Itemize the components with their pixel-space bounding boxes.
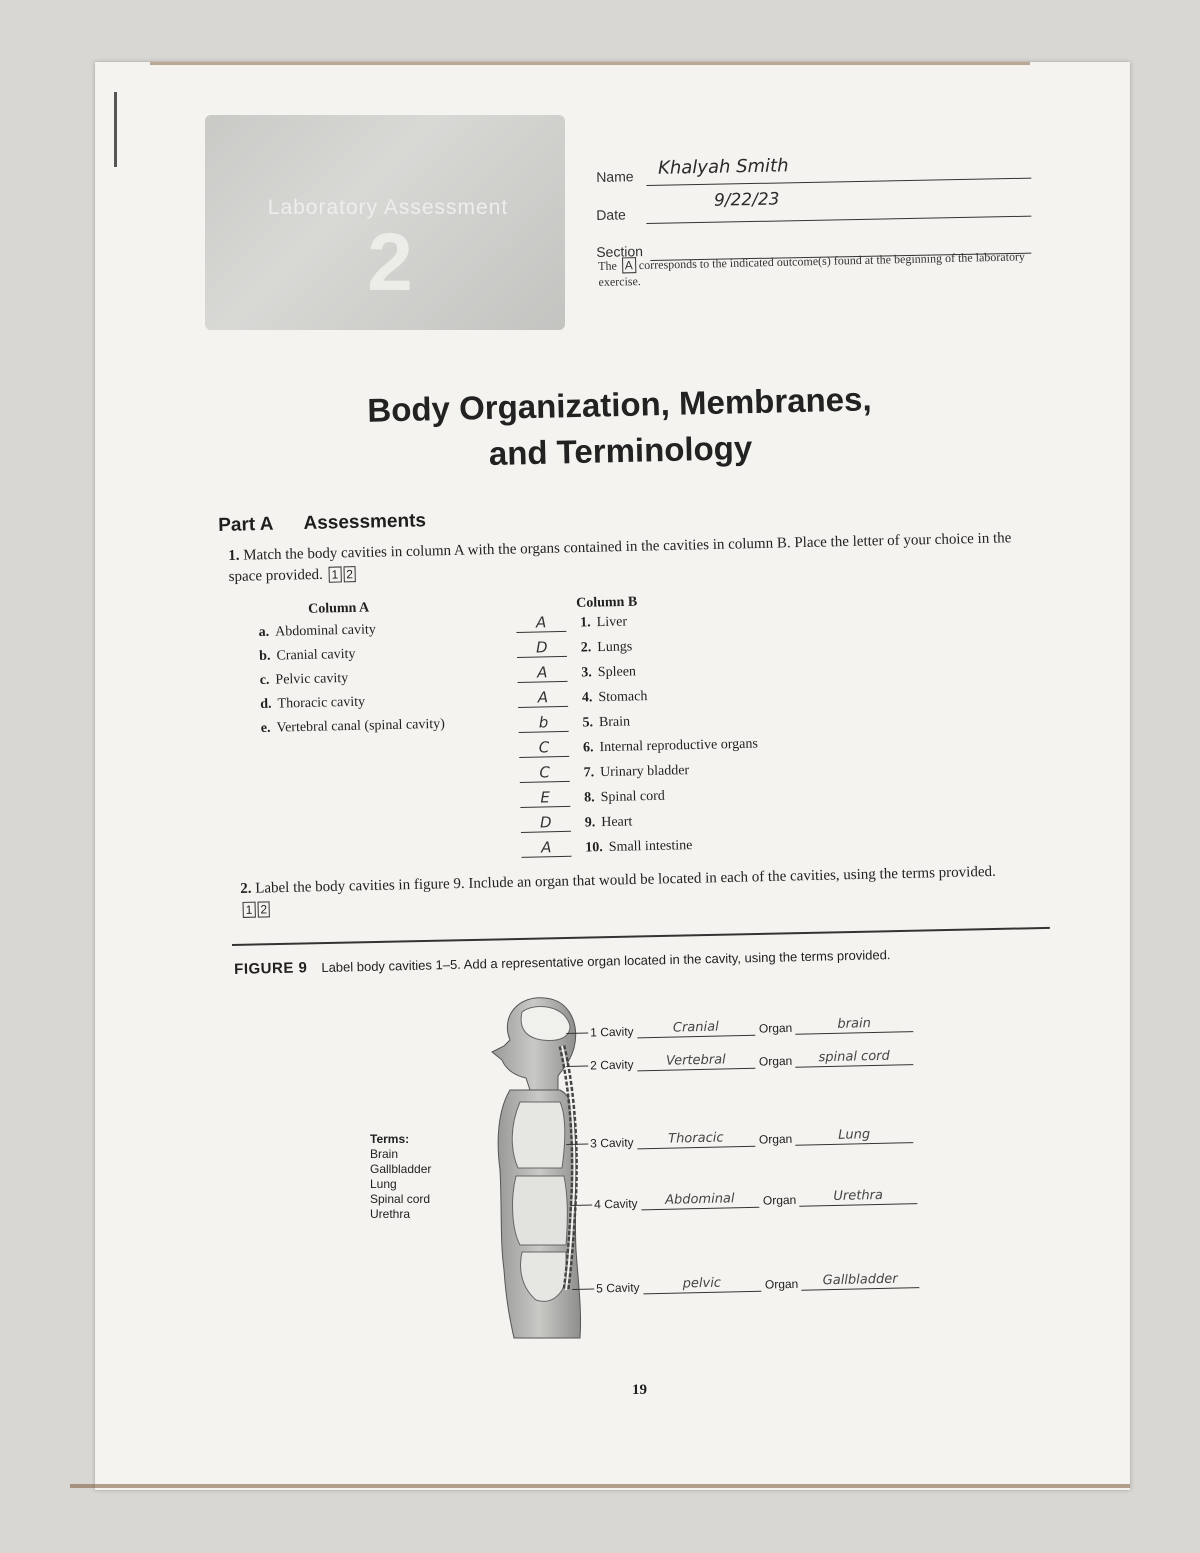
page-number: 19	[632, 1382, 647, 1398]
q1-text: Match the body cavities in column A with the organs contained in the cavities in column B. Place the letter of your choice in the space provided.	[228, 530, 1012, 585]
answer-row-2[interactable]: D 2. Lungs	[517, 636, 633, 663]
cavity-row-5[interactable]: 5 Cavity pelvic Organ Gallbladder	[572, 1271, 919, 1297]
outcome-1-icon: 1	[243, 902, 256, 918]
answer-row-8[interactable]: E 8. Spinal cord	[520, 786, 665, 813]
column-a	[258, 597, 521, 741]
answer-blank[interactable]: b	[518, 713, 568, 733]
answer-blank[interactable]: C	[519, 738, 569, 758]
answer-row-6[interactable]: C 6. Internal reproductive organs	[519, 734, 758, 763]
figure-caption-text: Label body cavities 1–5. Add a representative organ located in the cavity, using the terms provided.	[321, 947, 891, 976]
outcome-2-icon: 2	[257, 901, 270, 917]
page-title	[259, 374, 981, 482]
column-b	[516, 607, 842, 864]
organ-answer[interactable]: spinal cord	[795, 1048, 913, 1068]
part-a-title: Assessments	[303, 510, 427, 535]
answer-row-1[interactable]: A 1. Liver	[516, 611, 627, 638]
part-a-heading	[218, 510, 426, 537]
column-b-header: Column B	[576, 594, 638, 611]
organ-answer[interactable]: Gallbladder	[801, 1271, 919, 1291]
answer-blank[interactable]: A	[518, 688, 568, 708]
answer-row-7[interactable]: C 7. Urinary bladder	[519, 760, 689, 788]
cavity-answer[interactable]: Thoracic	[637, 1130, 755, 1150]
terms-list	[370, 1132, 431, 1222]
date-label: Date	[596, 206, 626, 223]
title-line-2: and Terminology	[488, 429, 753, 472]
column-a-header: Column A	[307, 600, 370, 617]
column-a-item: b. Cranial cavity	[259, 646, 356, 664]
answer-row-5[interactable]: b 5. Brain	[518, 711, 630, 738]
organ-answer[interactable]: brain	[795, 1015, 913, 1035]
cavity-row-4[interactable]: 4 Cavity Abdominal Organ Urethra	[570, 1187, 917, 1213]
answer-blank[interactable]: D	[521, 813, 571, 833]
term-item: Lung	[370, 1177, 397, 1191]
answer-blank[interactable]: A	[516, 613, 566, 633]
term-item: Urethra	[370, 1207, 411, 1221]
paper-top-edge	[150, 62, 1030, 65]
cavity-row-2[interactable]: 2 Cavity Vertebral Organ spinal cord	[566, 1048, 913, 1074]
section-label: Section	[596, 243, 644, 260]
terms-header: Terms:	[370, 1132, 410, 1146]
note-text-after: corresponds to the indicated outcome(s) found at the beginning of the laboratory exercise.	[598, 249, 1026, 289]
answer-row-3[interactable]: A 3. Spleen	[517, 661, 636, 688]
name-label: Name	[596, 168, 634, 185]
term-item: Gallbladder	[370, 1162, 432, 1176]
name-value: Khalyah Smith	[657, 155, 789, 179]
answer-blank[interactable]: E	[520, 788, 570, 808]
organ-answer[interactable]: Lung	[795, 1126, 913, 1146]
term-item: Spinal cord	[370, 1192, 431, 1206]
answer-blank[interactable]: A	[521, 838, 571, 858]
lab-assessment-number: 2	[367, 217, 413, 308]
cavity-answer[interactable]: Abdominal	[641, 1191, 759, 1211]
q2-text: Label the body cavities in figure 9. Include an organ that would be located in each of the cavities, using the terms provided.	[255, 863, 996, 897]
part-a-label: Part A	[218, 513, 274, 536]
answer-row-9[interactable]: D 9. Heart	[521, 811, 633, 838]
cavity-answer[interactable]: pelvic	[643, 1275, 761, 1295]
title-line-1: Body Organization, Membranes,	[366, 380, 872, 429]
date-value: 9/22/23	[713, 189, 780, 211]
outcome-1-icon: 1	[328, 566, 341, 582]
note-text-before: The	[598, 258, 617, 273]
paper-bottom-edge	[70, 1484, 1130, 1488]
answer-blank[interactable]: D	[517, 638, 567, 658]
cavity-answer[interactable]: Cranial	[637, 1019, 755, 1039]
figure-label: FIGURE 9	[234, 959, 308, 978]
answer-row-4[interactable]: A 4. Stomach	[518, 686, 648, 713]
column-a-item: d. Thoracic cavity	[260, 694, 366, 712]
answer-blank[interactable]: A	[517, 663, 567, 683]
column-a-item: c. Pelvic cavity	[259, 670, 349, 688]
q2-number: 2.	[240, 880, 252, 897]
organ-answer[interactable]: Urethra	[799, 1187, 917, 1207]
outcome-triangle-icon: A	[622, 257, 636, 273]
column-a-item: e. Vertebral canal (spinal cavity)	[260, 716, 446, 736]
outcome-2-icon: 2	[343, 566, 356, 582]
q1-number: 1.	[228, 547, 240, 564]
answer-blank[interactable]: C	[519, 763, 569, 783]
cavity-row-3[interactable]: 3 Cavity Thoracic Organ Lung	[566, 1126, 913, 1152]
term-item: Brain	[370, 1147, 399, 1161]
margin-mark	[114, 92, 117, 167]
answer-row-10[interactable]: A 10. Small intestine	[521, 835, 693, 863]
column-a-item: a. Abdominal cavity	[258, 622, 377, 640]
cavity-answer[interactable]: Vertebral	[637, 1052, 755, 1072]
lab-assessment-label: Laboratory Assessment	[267, 196, 509, 219]
cavity-row-1[interactable]: 1 Cavity Cranial Organ brain	[566, 1015, 913, 1041]
